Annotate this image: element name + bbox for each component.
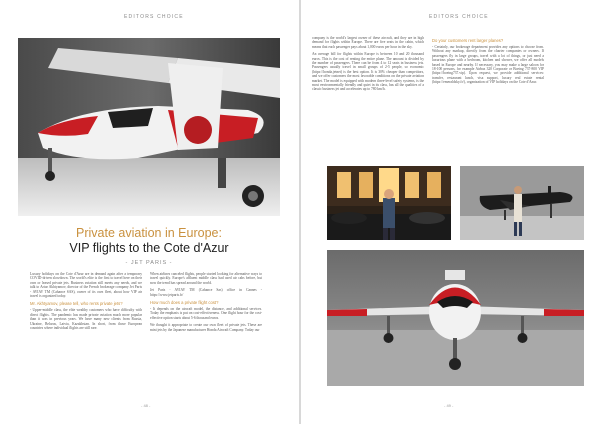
right-page <box>301 0 600 424</box>
paragraph: - Upper-middle class, the elite wealthy customers who have difficulty with direct flights. The pandemic has made private aviation much more popular than it was in previous years. We have many new clients from Russia, Ukraine, Belarus, Latvia, Kazakhstan. In short, from those European countries where individual flights are still rare. <box>30 308 142 331</box>
article-title-line2: VIP flights to the Cote d'Azur <box>69 241 229 255</box>
jet-woman-illustration <box>460 166 584 240</box>
question-heading: How much does a private flight cost? <box>150 300 219 306</box>
red-jet-illustration <box>327 250 584 386</box>
question-heading: Mr. Akhtyamov, please tell, who rents private jets? <box>30 301 123 307</box>
page-number: - 49 - <box>444 403 454 408</box>
left-text-column-2 <box>150 272 262 335</box>
article-byline: - JET PARIS - <box>125 260 173 266</box>
left-text-column-1 <box>30 272 142 333</box>
section-header: EDITORS CHOICE <box>429 14 489 20</box>
jet-hangar-illustration <box>18 38 280 216</box>
paragraph: We thought it appropriate to create our own fleet of private jets. These are mini jets by the Japanese manufacturer Honda Aircraft Company. Today our <box>150 323 262 332</box>
paragraph: When airlines canceled flights, people started looking for alternative ways to travel quickly. Europe's affluent middle class had used air cabs before, but now the trend has spread around the world. <box>150 272 262 285</box>
article-title-line1: Private aviation in Europe: <box>76 226 222 240</box>
section-header: EDITORS CHOICE <box>124 14 184 20</box>
hero-jet-photo <box>18 38 280 216</box>
left-page <box>0 0 299 424</box>
paragraph: - Certainly, our brokerage department provides any options to choose from. Without any markup, directly from the charter companies or owners. If passengers fly in large groups, travel with a lot of things, or just need a luxurious plane with a bedroom, kitchen and shower, we offer all models based in Europe and nearby. If necessary, you may make a large saloon for 18-100 persons, for example Airbus 320 Corporate or Boeing 737-800 VIP (https://boeing737.vip). Upon request, we provide additional services: transfer, restaurant lunch, visa support, luxury real estate rental (https://emeraldsky.fr/), organization of VIP holidays on the Cote d'Azur. <box>432 45 544 85</box>
red-jet-front-photo <box>327 250 584 386</box>
page-number: - 48 - <box>141 403 151 408</box>
hotel-night-photo <box>327 166 451 240</box>
right-text-column-1 <box>312 36 424 95</box>
paragraph: An average bill for flights within Europe is between 10 and 20 thousand euros. This is the cost of renting the entire plane. The amount is divided by the number of passengers. There can be from 4 to 12 seats in business jets. Passengers usually travel in small groups of 2-5 people, so economic (https://honda.jetnet) is the best option. It is 30% cheaper than competitors, and we offer customers the most favorable conditions on the private aviation market. The model is equipped with modern three-level safety systems, is the most environmentally friendly and quiet in its class, has all the qualities of a classic business jet and accelerates up to 780 km/h. <box>312 52 424 92</box>
paragraph: - It depends on the aircraft model, the distance, and additional services. Today the emphasis is put on cost-effectiveness. One flight hour for the cost-effective option starts about 5-6 thousand euros. <box>150 307 262 320</box>
right-text-column-2 <box>432 36 544 88</box>
question-heading: Do your customers rent larger planes? <box>432 38 504 43</box>
hotel-illustration <box>327 166 451 240</box>
paragraph: Jet Paris - AVIAV TM (Cahance Sas) office in Cannes - https://www.jetparis.fr/ <box>150 288 262 297</box>
paragraph: company is the world's largest owner of these aircraft, and they are in high demand for flights within Europe. There are five seats in the cabin, which means that each passenger pays about 1,000 euros per hour in the sky. <box>312 36 424 49</box>
paragraph: Luxury holidays on the Cote d'Azur are in demand again after a temporary COVID-driven slowdown. The world's elite is the first to travel here on their own or leased private jets. Business aviation still meets any needs, and we talk to Artur Akhtyamov, director of the French brokerage company Jet Paris - AVIAV TM (Cahance SAS), owner of its own fleet, about how VIP air travel is organized today. <box>30 272 142 299</box>
black-jet-photo <box>460 166 584 240</box>
